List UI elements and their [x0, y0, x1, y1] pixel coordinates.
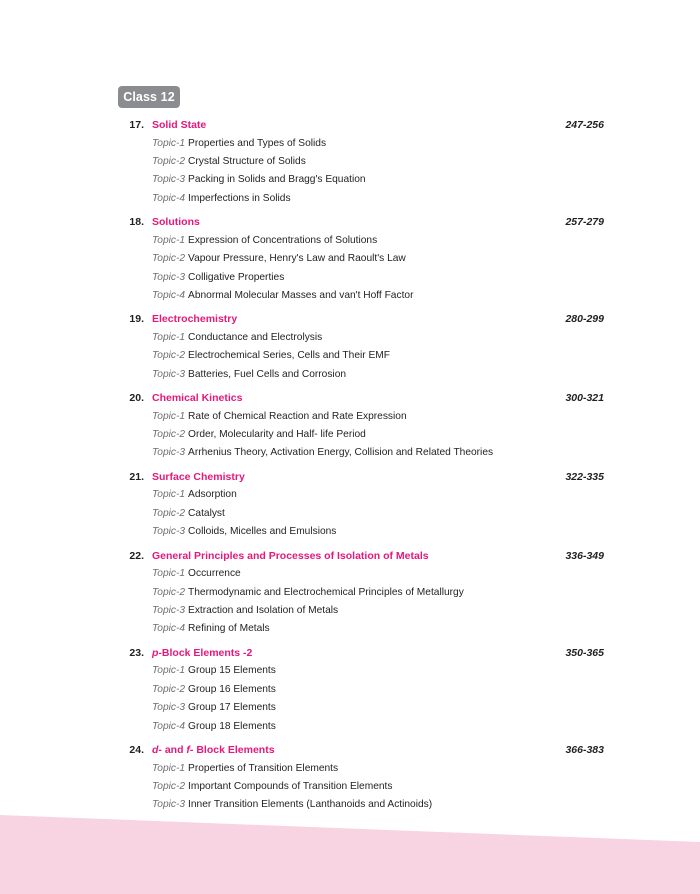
topic-text: Conductance and Electrolysis [188, 331, 323, 343]
chapter-pages: 257-279 [565, 216, 604, 229]
topic-label: Topic-3 [152, 174, 186, 186]
topic-label: Topic-3 [152, 368, 186, 380]
topic-label: Topic-4 [152, 289, 186, 301]
topic-label: Topic-4 [152, 192, 186, 204]
chapter-title-part: d [152, 743, 159, 756]
topic-text: Properties of Transition Elements [188, 762, 339, 774]
chapter-pages: 350-365 [565, 646, 604, 659]
chapter-number: 23. [129, 646, 144, 659]
topic-item[interactable] [152, 565, 608, 583]
chapter-number: 18. [129, 216, 144, 229]
topic-item[interactable] [152, 718, 608, 736]
chapter-title[interactable]: Chemical Kinetics [152, 392, 243, 405]
topic-label: Topic-3 [152, 447, 186, 459]
chapter-entry [118, 213, 608, 305]
topic-text: Extraction and Isolation of Metals [188, 604, 339, 616]
chapter-pages: 300-321 [565, 392, 604, 405]
chapter-pages: 336-349 [565, 549, 604, 562]
topic-label: Topic-2 [152, 507, 186, 519]
topic-text: Packing in Solids and Bragg's Equation [188, 174, 366, 186]
topic-text: Inner Transition Elements (Lanthanoids and Actinoids) [188, 799, 433, 811]
topic-label: Topic-2 [152, 683, 186, 695]
chapter-number: 22. [129, 549, 144, 562]
topic-text: Colloids, Micelles and Emulsions [188, 526, 337, 538]
chapter-pages: 247-256 [565, 119, 604, 131]
topic-label: Topic-4 [152, 623, 186, 635]
chapter-row[interactable] [118, 389, 608, 408]
chapter-entry [118, 644, 608, 736]
topic-text: Order, Molecularity and Half- life Period [188, 429, 366, 441]
topic-item[interactable] [152, 523, 608, 541]
topic-text: Imperfections in Solids [188, 192, 291, 204]
topic-label: Topic-1 [152, 489, 186, 501]
topic-text: Group 16 Elements [188, 683, 276, 695]
chapter-row[interactable] [118, 644, 608, 663]
chapter-entry [118, 310, 608, 384]
chapter-entry [118, 741, 608, 815]
topic-text: Group 17 Elements [188, 702, 276, 714]
topic-item[interactable] [152, 444, 608, 462]
topic-label: Topic-2 [152, 586, 186, 598]
topic-item[interactable] [152, 486, 608, 504]
class-badge: Class 12 [118, 86, 180, 108]
chapter-row[interactable] [118, 310, 608, 329]
topic-label: Topic-2 [152, 429, 186, 441]
chapter-entry [118, 389, 608, 463]
chapter-title[interactable]: Surface Chemistry [152, 470, 245, 483]
chapter-pages: 322-335 [565, 470, 604, 483]
chapter-title-part: p [152, 646, 159, 659]
chapter-row[interactable] [118, 213, 608, 232]
chapter-title[interactable] [152, 741, 524, 760]
topic-item[interactable] [152, 190, 608, 208]
table-of-contents [118, 116, 608, 820]
topic-item[interactable] [152, 250, 608, 268]
topic-label: Topic-2 [152, 780, 186, 792]
topic-label: Topic-4 [152, 720, 186, 732]
topic-item[interactable] [152, 699, 608, 717]
topic-label: Topic-1 [152, 234, 186, 246]
chapter-entry [118, 468, 608, 542]
topic-item[interactable] [152, 796, 608, 814]
topic-text: Crystal Structure of Solids [188, 155, 306, 167]
chapter-title[interactable]: General Principles and Processes of Isolation of Metals [152, 549, 429, 562]
topic-text: Batteries, Fuel Cells and Corrosion [188, 368, 347, 380]
chapter-title-part: -Block Elements -2 [158, 646, 253, 659]
topic-item[interactable] [152, 681, 608, 699]
topic-text: Group 15 Elements [188, 665, 276, 677]
chapter-title[interactable] [152, 644, 524, 663]
topic-item[interactable] [152, 329, 608, 347]
topic-item[interactable] [152, 232, 608, 250]
chapter-entry [118, 547, 608, 639]
topic-label: Topic-1 [152, 137, 186, 149]
topic-text: Arrhenius Theory, Activation Energy, Collision and Related Theories [188, 447, 494, 459]
chapter-number: 19. [129, 313, 144, 326]
topic-item[interactable] [152, 620, 608, 638]
topic-text: Group 18 Elements [188, 720, 276, 732]
topic-label: Topic-1 [152, 331, 186, 343]
topic-label: Topic-1 [152, 762, 186, 774]
chapter-pages: 280-299 [565, 313, 604, 326]
topic-item[interactable] [152, 662, 608, 680]
chapter-title[interactable]: Solid State [152, 119, 207, 131]
topic-item[interactable] [152, 153, 608, 171]
topic-text: Electrochemical Series, Cells and Their EMF [188, 350, 390, 362]
topic-text: Properties and Types of Solids [188, 137, 327, 149]
topic-label: Topic-3 [152, 702, 186, 714]
topic-label: Topic-1 [152, 410, 186, 422]
topic-item[interactable] [152, 408, 608, 426]
topic-item[interactable] [152, 602, 608, 620]
chapter-entry [118, 116, 608, 208]
topic-item[interactable] [152, 366, 608, 384]
chapter-number: 20. [129, 392, 144, 405]
chapter-title-part: - and [158, 743, 187, 756]
topic-item[interactable] [152, 135, 608, 153]
topic-label: Topic-3 [152, 604, 186, 616]
topic-label: Topic-2 [152, 253, 186, 265]
chapter-title[interactable]: Electrochemistry [152, 313, 238, 326]
topic-label: Topic-2 [152, 350, 186, 362]
topic-label: Topic-3 [152, 799, 186, 811]
topic-text: Vapour Pressure, Henry's Law and Raoult's Law [188, 253, 406, 265]
topic-item[interactable] [152, 505, 608, 523]
topic-text: Rate of Chemical Reaction and Rate Expression [188, 410, 407, 422]
topic-text: Thermodynamic and Electrochemical Principles of Metallurgy [188, 586, 464, 598]
topic-text: Expression of Concentrations of Solutions [188, 234, 378, 246]
topic-item[interactable] [152, 778, 608, 796]
topic-item[interactable] [152, 171, 608, 189]
chapter-row[interactable] [118, 741, 608, 760]
chapter-row[interactable] [118, 116, 608, 135]
chapter-number: 17. [129, 119, 144, 131]
topic-label: Topic-3 [152, 526, 186, 538]
topic-item[interactable] [152, 347, 608, 365]
topic-label: Topic-2 [152, 155, 186, 167]
chapter-row[interactable] [118, 468, 608, 487]
topic-item[interactable] [152, 426, 608, 444]
chapter-row[interactable] [118, 547, 608, 566]
chapter-title-part: f [186, 743, 190, 756]
topic-label: Topic-1 [152, 665, 186, 677]
topic-item[interactable] [152, 760, 608, 778]
topic-text: Catalyst [188, 507, 225, 519]
topic-item[interactable] [152, 269, 608, 287]
topic-text: Colligative Properties [188, 271, 285, 283]
topic-text: Adsorption [188, 489, 237, 501]
chapter-pages: 366-383 [565, 743, 604, 756]
topic-item[interactable] [152, 287, 608, 305]
chapter-title-part: - Block Elements [189, 743, 275, 756]
chapter-number: 21. [129, 470, 144, 483]
chapter-title[interactable]: Solutions [152, 216, 200, 229]
topic-label: Topic-3 [152, 271, 186, 283]
topic-text: Refining of Metals [188, 623, 270, 635]
topic-label: Topic-1 [152, 568, 186, 580]
topic-item[interactable] [152, 584, 608, 602]
topic-text: Occurrence [188, 568, 241, 580]
chapter-number: 24. [129, 743, 144, 756]
topic-text: Abnormal Molecular Masses and van't Hoff Factor [188, 289, 414, 301]
topic-text: Important Compounds of Transition Elements [188, 780, 393, 792]
